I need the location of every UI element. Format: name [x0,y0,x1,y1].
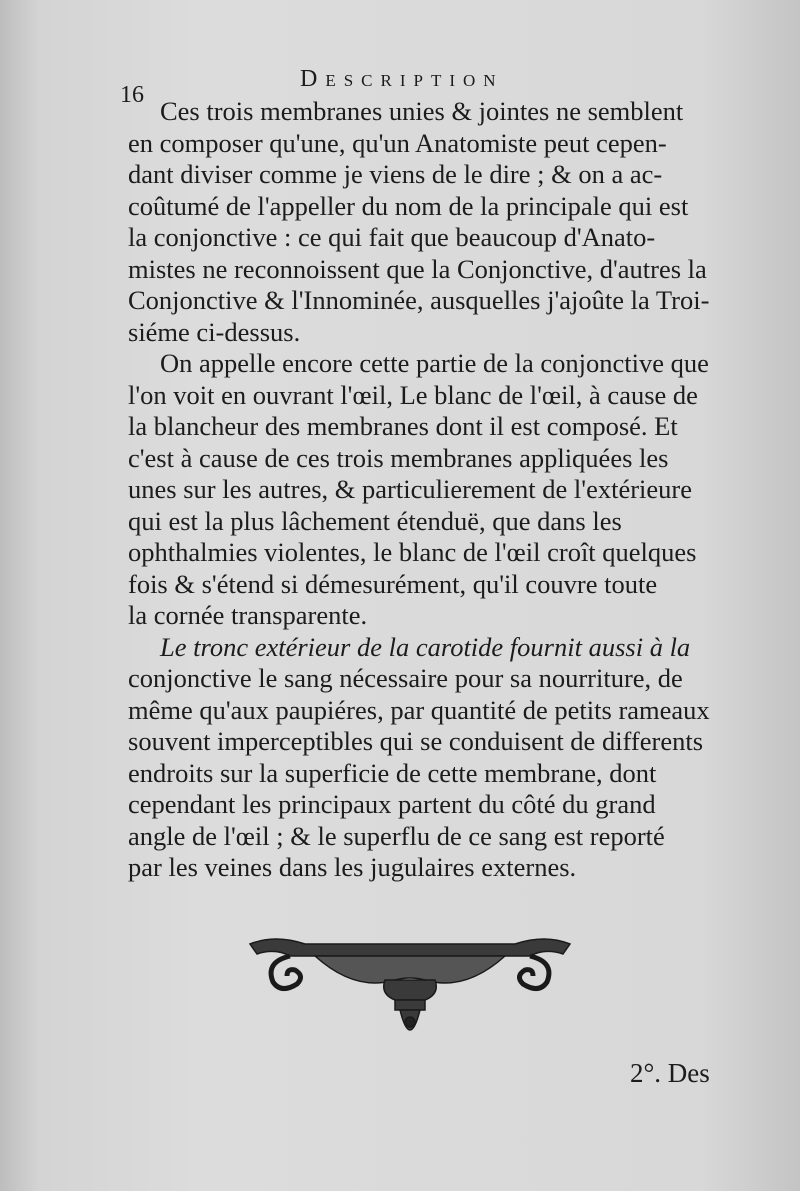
text-line: endroits sur la superficie de cette membrane, dont [128,757,657,788]
text-line: angle de l'œil ; & le superflu de ce sang est reporté [128,820,665,851]
paragraph-1 [128,96,738,348]
text-line: mistes ne reconnoissent que la Conjonctive, d'autres la [128,253,707,284]
text-line: Le tronc extérieur de la carotide fournit aussi à la [160,631,691,662]
text-line: siéme ci-dessus. [128,316,301,347]
text-line: c'est à cause de ces trois membranes appliquées les [128,442,669,473]
text-line: fois & s'étend si démesurément, qu'il couvre toute [128,568,658,599]
text-line: Conjonctive & l'Innominée, ausquelles j'ajoûte la Troi- [128,285,710,315]
paragraph-2 [128,348,738,632]
text-line: qui est la plus lâchement étenduë, que dans les [128,505,622,536]
text-line: en composer qu'une, qu'un Anatomiste peut cepen- [128,127,667,158]
text-line: l'on voit en ouvrant l'œil, Le blanc de l'œil, à cause de [128,379,698,410]
text-line: par les veines dans les jugulaires externes. [128,852,577,882]
text-line: la cornée transparente. [128,600,368,630]
text-line: On appelle encore cette partie de la conjonctive que [160,348,709,378]
text-line: même qu'aux paupiéres, par quantité de petits rameaux [128,694,710,725]
text-line: Ces trois membranes unies & jointes ne semblent [160,96,684,126]
text-line: dant diviser comme je viens de le dire ; & on a ac- [128,159,663,189]
text-line: conjonctive le sang nécessaire pour sa nourriture, de [128,663,683,693]
page-number: 16 [120,82,144,108]
text-line: la conjonctive : ce qui fait que beaucoup d'Anato- [128,222,656,252]
text-line: la blancheur des membranes dont il est composé. Et [128,411,678,441]
running-head: Description [300,66,504,92]
paragraph-3 [128,632,738,884]
body-text [128,96,738,884]
text-line: ophthalmies violentes, le blanc de l'œil croît quelques [128,537,697,567]
text-line: cependant les principaux partent du côté du grand [128,789,656,819]
scroll-ornament-icon [245,932,575,1052]
text-line: souvent imperceptibles qui se conduisent de differents [128,726,704,756]
text-line: coûtumé de l'appeller du nom de la principale qui est [128,190,689,221]
catchword: 2°. Des [630,1058,710,1088]
text-line: unes sur les autres, & particulierement de l'extérieure [128,474,692,504]
